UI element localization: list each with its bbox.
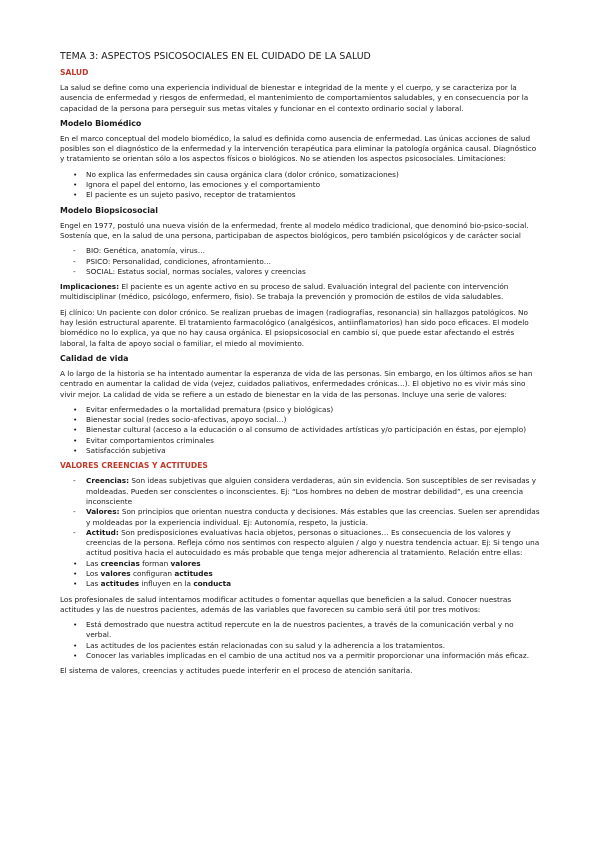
list-item: • Las actitudes de los pacientes están relacionadas con su salud y la adherencia a los tratamientos.	[60, 641, 540, 651]
list-item: • No explica las enfermedades sin causa orgánica clara (dolor crónico, somatizaciones)	[60, 170, 540, 180]
heading-modelo-biopsicosocial: Modelo Biopsicosocial	[60, 205, 158, 215]
implicaciones-text: El paciente es un agente activo en su proceso de salud. Evaluación integral del paciente con intervención multidisciplinar (médico, psicólogo, enfermero, fisio). Se trabaja la prevención y promoción de estilos de vida saludables.	[60, 282, 509, 302]
list-item: • Bienestar cultural (acceso a la educación o al consumo de actividades artísticas y/o participación en éstas, por ejemplo)	[60, 425, 540, 435]
list-item: - SOCIAL: Estatus social, normas sociales, valores y creencias	[60, 267, 540, 277]
relation-text: influyen en la	[139, 579, 194, 589]
definition-actitud: Son predisposiciones evaluativas hacia objetos, personas o situaciones… Es consecuencia de los valores y creencias de la persona. Refleja cómo nos sentimos con respecto alguien / algo y nuestra tendencia actuar. Ej: Si tengo una actitud positiva hacia el autocuidado es más probable que tenga mejor adherencia al tratamiento. Relación entre ellas:	[86, 527, 540, 558]
relation-term: valores	[100, 568, 131, 578]
relation-text: Las	[86, 579, 101, 589]
relation-term: actitudes	[100, 579, 140, 589]
list-limitaciones	[60, 170, 540, 201]
list-item: • Está demostrado que nuestra actitud repercute en la de nuestros pacientes, a través de la comunicación verbal y no verbal.	[60, 620, 540, 641]
paragraph-final: El sistema de valores, creencias y actitudes puede interferir en el proceso de atención sanitaria.	[60, 666, 413, 676]
list-item: • Ignora el papel del entorno, las emociones y el comportamiento	[60, 180, 540, 190]
relation-text: Las	[86, 558, 101, 568]
term-actitud: Actitud:	[86, 527, 119, 537]
list-motivos	[60, 620, 540, 661]
relation-term: valores	[170, 558, 201, 568]
paragraph-ejemplo-clinico: Ej clínico: Un paciente con dolor crónico. Se realizan pruebas de imagen (radiografías, resonancia) sin hallazgos patológicos. No hay lesión estructural aparente. El tratamiento farmacológico (analgésicos, antiinflamatorios) han sido poco eficaces. El modelo biomédico no lo explica, ya que no hay causa orgánica. El psiopsicosocial en cambio sí, que puede estar afectando el estrés laboral, la falta de apoyo social o familiar, el miedo al movimiento.	[60, 307, 529, 348]
relation-text: forman	[139, 558, 171, 568]
list-item-valores	[60, 507, 540, 528]
list-item: • Conocer las variables implicadas en el cambio de una actitud nos va a permitir proporcionar una información más eficaz.	[60, 651, 540, 661]
page-title: TEMA 3: ASPECTOS PSICOSOCIALES EN EL CUIDADO DE LA SALUD	[60, 51, 371, 62]
relation-term: creencias	[100, 558, 140, 568]
list-item: • Evitar comportamientos criminales	[60, 436, 540, 446]
list-item-relation	[60, 559, 540, 569]
relation-text: configuran	[130, 568, 175, 578]
paragraph-calidad-de-vida: A lo largo de la historia se ha intentado aumentar la esperanza de vida de las personas. Sin embargo, en los últimos años se han centrado en aumentar la calidad de vida (vejez, cuidados paliativos, enfermedades crónicas…). El objetivo no es vivir más sino vivir mejor. La calidad de vida se refiere a un estado de bienestar en la vida de las personas. Incluye una serie de valores:	[60, 368, 533, 399]
heading-modelo-biomedico: Modelo Biomédico	[60, 118, 142, 128]
relation-text: Los	[86, 568, 101, 578]
list-bio-psico-social	[60, 246, 540, 277]
paragraph-profesionales: Los profesionales de salud intentamos modificar actitudes o fomentar aquellas que beneficien a la salud. Conocer nuestras actitudes y las de nuestros pacientes, además de las variables que favorecen su cambio será útil por tres motivos:	[60, 594, 512, 614]
section-heading-salud: SALUD	[60, 68, 89, 77]
list-item-actitud	[60, 528, 540, 559]
list-item: • El paciente es un sujeto pasivo, receptor de tratamientos	[60, 190, 540, 200]
paragraph-salud: La salud se define como una experiencia individual de bienestar e integridad de la mente y el cuerpo, y se caracteriza por la ausencia de enfermedad y riesgos de enfermedad, el mantenimiento de comportamientos saludables, y en consecuencia por la capacidad de la persona para perseguir sus metas vitales y funcionar en el contexto ordinario social y laboral.	[60, 83, 529, 113]
list-item: • Bienestar social (redes socio-afectivas, apoyo social…)	[60, 415, 540, 425]
paragraph-biopsicosocial: Engel en 1977, postuló una nueva visión de la enfermedad, frente al modelo médico tradicional, que denominó bio-psico-social. Sostenía que, en la salud de una persona, participaban de aspectos biológicos, pero también psicológicos y de carácter social	[60, 220, 529, 240]
section-heading-valores: VALORES CREENCIAS Y ACTITUDES	[60, 461, 208, 471]
relation-term: conducta	[193, 579, 232, 589]
list-item-relation	[60, 579, 540, 589]
list-item-creencias	[60, 476, 540, 507]
list-creencias-valores-actitudes	[60, 476, 540, 589]
list-item: • Satisfacción subjetiva	[60, 446, 540, 456]
list-item: - BIO: Genética, anatomía, virus…	[60, 246, 540, 256]
definition-creencias: Son ideas subjetivas que alguien considera verdaderas, aún sin evidencia. Son susceptibles de ser revisadas y moldeadas. Pueden ser conscientes o inconscientes. Ej: “Los hombres no deben de mostrar debilidad”, es una creencia inconsciente	[86, 476, 537, 506]
heading-calidad-de-vida: Calidad de vida	[60, 353, 129, 363]
document-content	[60, 50, 540, 682]
list-item-relation	[60, 569, 540, 579]
list-item: • Evitar enfermedades o la mortalidad prematura (psico y biológicas)	[60, 405, 540, 415]
list-valores-calidad	[60, 405, 540, 456]
paragraph-biomedico: En el marco conceptual del modelo biomédico, la salud es definida como ausencia de enfermedad. Las únicas acciones de salud posibles son el diagnóstico de la enfermedad y la intervención terapéutica para eliminar la patología orgánica causal. Diagnóstico y tratamiento se orientan sólo a los aspectos físicos o biológicos. No se atienden los aspectos psicosociales. Limitaciones:	[60, 133, 537, 164]
term-creencias: Creencias:	[86, 476, 130, 486]
relation-term: actitudes	[174, 568, 213, 578]
list-item: - PSICO: Personalidad, condiciones, afrontamiento…	[60, 257, 540, 267]
paragraph-implicaciones	[60, 282, 540, 303]
implicaciones-label: Implicaciones:	[60, 282, 120, 292]
term-valores: Valores:	[86, 507, 120, 517]
definition-valores: Son principios que orientan nuestra conducta y decisiones. Más estables que las creencias. Suelen ser aprendidas y moldeadas por la experiencia individual. Ej: Autonomía, respeto, la justicia.	[86, 507, 540, 527]
